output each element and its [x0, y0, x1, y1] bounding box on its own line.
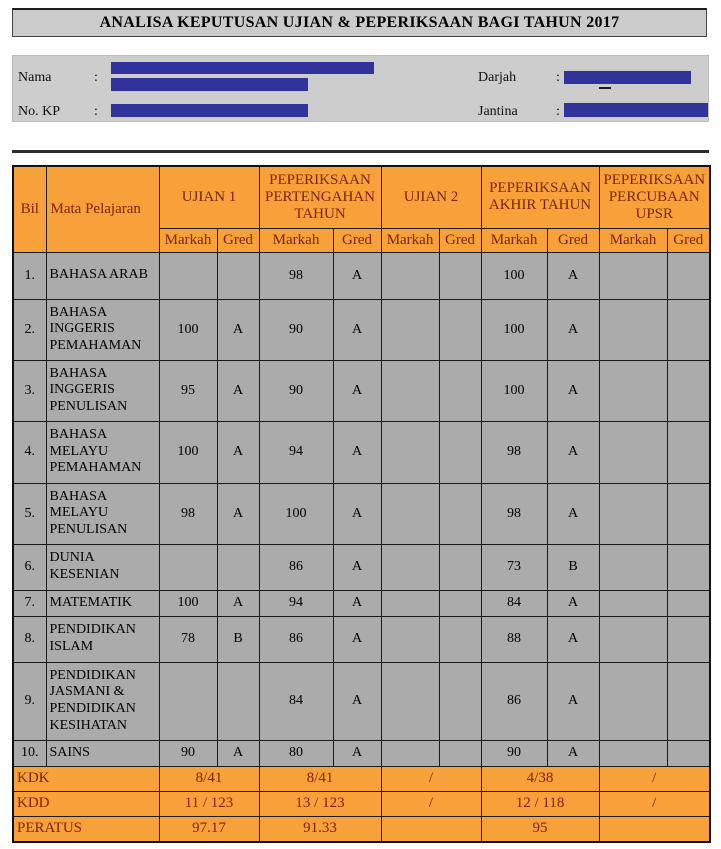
markah-cell: 95	[159, 360, 217, 421]
exam-group-header: PEPERIKSAAN AKHIR TAHUN	[481, 166, 599, 228]
markah-header: Markah	[381, 228, 439, 252]
markah-cell: 88	[481, 616, 547, 662]
gred-cell: A	[333, 590, 381, 616]
markah-cell	[599, 616, 667, 662]
gred-cell: A	[547, 616, 599, 662]
summary-value: /	[381, 766, 481, 791]
table-row	[13, 590, 710, 616]
table-row	[13, 483, 710, 544]
subject-cell: BAHASA INGGERIS PEMAHAMAN	[46, 299, 159, 360]
table-row	[13, 421, 710, 483]
jantina-label: Jantina	[478, 104, 518, 119]
table-row	[13, 616, 710, 662]
gred-cell	[667, 590, 710, 616]
nama-label: Nama	[18, 70, 52, 85]
summary-value: 11 / 123	[159, 791, 259, 816]
markah-cell: 90	[259, 360, 333, 421]
markah-cell: 86	[259, 616, 333, 662]
summary-value: 95	[481, 816, 599, 842]
markah-cell	[381, 616, 439, 662]
bil-cell: 2.	[13, 299, 46, 360]
subject-cell: BAHASA ARAB	[46, 252, 159, 299]
gred-cell	[667, 421, 710, 483]
gred-cell	[667, 616, 710, 662]
no-kp-label: No. KP	[18, 104, 61, 119]
markah-cell	[599, 544, 667, 590]
darjah-colon: :	[556, 70, 560, 85]
subject-cell: PENDIDIKAN JASMANI & PENDIDIKAN KESIHATAN	[46, 662, 159, 740]
markah-cell: 100	[481, 360, 547, 421]
markah-cell: 98	[481, 421, 547, 483]
subject-cell: MATEMATIK	[46, 590, 159, 616]
bil-cell: 7.	[13, 590, 46, 616]
subject-cell: PENDIDIKAN ISLAM	[46, 616, 159, 662]
markah-cell: 100	[159, 299, 217, 360]
summary-row	[13, 766, 710, 791]
table-row	[13, 740, 710, 766]
header-row-groups	[13, 166, 710, 228]
gred-cell	[667, 483, 710, 544]
gred-header: Gred	[547, 228, 599, 252]
bil-cell: 1.	[13, 252, 46, 299]
gred-cell: A	[333, 252, 381, 299]
results-table-head	[13, 166, 710, 252]
markah-cell	[381, 544, 439, 590]
gred-cell: A	[333, 421, 381, 483]
gred-cell	[439, 662, 481, 740]
gred-cell	[439, 421, 481, 483]
summary-value	[381, 816, 481, 842]
markah-cell: 100	[481, 252, 547, 299]
markah-cell	[159, 544, 217, 590]
markah-cell: 98	[159, 483, 217, 544]
exam-group-header: UJIAN 2	[381, 166, 481, 228]
bil-cell: 3.	[13, 360, 46, 421]
exam-group-header: PEPERIKSAAN PERCUBAAN UPSR	[599, 166, 710, 228]
markah-cell: 100	[481, 299, 547, 360]
markah-cell	[599, 483, 667, 544]
gred-cell	[667, 544, 710, 590]
section-divider	[12, 150, 709, 153]
markah-cell: 94	[259, 590, 333, 616]
gred-cell	[439, 616, 481, 662]
summary-value: 8/41	[259, 766, 381, 791]
markah-cell	[599, 421, 667, 483]
markah-cell	[599, 360, 667, 421]
summary-value: 97.17	[159, 816, 259, 842]
bil-cell: 8.	[13, 616, 46, 662]
markah-cell: 73	[481, 544, 547, 590]
gred-cell	[667, 662, 710, 740]
summary-value: /	[599, 766, 710, 791]
markah-cell	[599, 740, 667, 766]
summary-value: 91.33	[259, 816, 381, 842]
summary-label: PERATUS	[13, 816, 159, 842]
gred-cell: A	[217, 590, 259, 616]
gred-header: Gred	[217, 228, 259, 252]
gred-cell: A	[217, 483, 259, 544]
summary-row	[13, 816, 710, 842]
markah-cell	[381, 421, 439, 483]
markah-cell	[381, 483, 439, 544]
results-table	[12, 165, 711, 843]
gred-cell: A	[333, 662, 381, 740]
bil-cell: 10.	[13, 740, 46, 766]
gred-header: Gred	[333, 228, 381, 252]
student-info-panel	[12, 55, 709, 122]
markah-header: Markah	[599, 228, 667, 252]
markah-cell: 90	[159, 740, 217, 766]
subject-cell: BAHASA MELAYU PENULISAN	[46, 483, 159, 544]
gred-cell	[439, 483, 481, 544]
markah-header: Markah	[481, 228, 547, 252]
bil-cell: 5.	[13, 483, 46, 544]
summary-value: 12 / 118	[481, 791, 599, 816]
table-row	[13, 360, 710, 421]
no-kp-colon: :	[94, 104, 98, 119]
subject-column-header: Mata Pelajaran	[46, 166, 159, 252]
exam-group-header: PEPERIKSAAN PERTENGAHAN TAHUN	[259, 166, 381, 228]
table-row	[13, 299, 710, 360]
gred-cell	[217, 662, 259, 740]
markah-header: Markah	[259, 228, 333, 252]
bil-cell: 9.	[13, 662, 46, 740]
bil-cell: 6.	[13, 544, 46, 590]
table-row	[13, 252, 710, 299]
gred-cell	[439, 590, 481, 616]
gred-cell: A	[547, 483, 599, 544]
markah-cell: 94	[259, 421, 333, 483]
gred-cell: A	[217, 421, 259, 483]
gred-cell: A	[333, 360, 381, 421]
gred-cell	[667, 299, 710, 360]
markah-cell: 90	[259, 299, 333, 360]
markah-cell: 100	[259, 483, 333, 544]
markah-cell	[381, 299, 439, 360]
markah-cell: 100	[159, 590, 217, 616]
markah-cell	[159, 252, 217, 299]
gred-header: Gred	[667, 228, 710, 252]
summary-label: KDK	[13, 766, 159, 791]
gred-cell: A	[547, 299, 599, 360]
markah-cell	[381, 740, 439, 766]
gred-cell	[667, 252, 710, 299]
gred-cell: A	[547, 662, 599, 740]
markah-cell: 84	[481, 590, 547, 616]
summary-label: KDD	[13, 791, 159, 816]
gred-cell: B	[547, 544, 599, 590]
bil-cell: 4.	[13, 421, 46, 483]
gred-cell	[439, 360, 481, 421]
subject-cell: BAHASA MELAYU PEMAHAMAN	[46, 421, 159, 483]
markah-cell	[381, 252, 439, 299]
markah-cell: 86	[259, 544, 333, 590]
gred-cell	[439, 740, 481, 766]
markah-cell	[381, 590, 439, 616]
gred-cell: A	[217, 740, 259, 766]
markah-cell: 86	[481, 662, 547, 740]
summary-value: /	[381, 791, 481, 816]
markah-cell	[159, 662, 217, 740]
markah-cell: 78	[159, 616, 217, 662]
markah-header: Markah	[159, 228, 217, 252]
gred-cell: A	[547, 590, 599, 616]
markah-cell: 90	[481, 740, 547, 766]
gred-cell	[439, 544, 481, 590]
gred-header: Gred	[439, 228, 481, 252]
exam-group-header: UJIAN 1	[159, 166, 259, 228]
gred-cell	[217, 544, 259, 590]
table-row	[13, 662, 710, 740]
gred-cell: A	[217, 299, 259, 360]
table-row	[13, 544, 710, 590]
gred-cell	[439, 299, 481, 360]
darjah-underscore-mark	[599, 87, 611, 89]
gred-cell: A	[333, 483, 381, 544]
gred-cell	[217, 252, 259, 299]
gred-cell	[667, 740, 710, 766]
darjah-redaction	[564, 71, 691, 84]
summary-value: 8/41	[159, 766, 259, 791]
markah-cell	[599, 662, 667, 740]
markah-cell: 80	[259, 740, 333, 766]
report-title	[12, 8, 707, 37]
markah-cell	[599, 252, 667, 299]
gred-cell	[667, 360, 710, 421]
summary-row	[13, 791, 710, 816]
gred-cell: A	[333, 299, 381, 360]
no-kp-redaction	[111, 104, 308, 117]
results-table-body	[13, 252, 710, 842]
report-title-text: ANALISA KEPUTUSAN UJIAN & PEPERIKSAAN BAGI TAHUN 2017	[99, 14, 620, 31]
gred-cell: A	[333, 740, 381, 766]
gred-cell: B	[217, 616, 259, 662]
gred-cell: A	[547, 740, 599, 766]
markah-cell	[599, 299, 667, 360]
markah-cell	[381, 662, 439, 740]
markah-cell: 100	[159, 421, 217, 483]
markah-cell: 84	[259, 662, 333, 740]
subject-cell: DUNIA KESENIAN	[46, 544, 159, 590]
gred-cell: A	[547, 252, 599, 299]
markah-cell: 98	[259, 252, 333, 299]
gred-cell: A	[217, 360, 259, 421]
bil-column-header: Bil	[13, 166, 46, 252]
gred-cell: A	[333, 544, 381, 590]
nama-colon: :	[94, 70, 98, 85]
summary-value: 4/38	[481, 766, 599, 791]
markah-cell	[599, 590, 667, 616]
gred-cell: A	[333, 616, 381, 662]
subject-cell: SAINS	[46, 740, 159, 766]
markah-cell	[381, 360, 439, 421]
summary-value: /	[599, 791, 710, 816]
markah-cell: 98	[481, 483, 547, 544]
gred-cell: A	[547, 360, 599, 421]
nama-redaction-line2	[111, 78, 308, 91]
subject-cell: BAHASA INGGERIS PENULISAN	[46, 360, 159, 421]
gred-cell: A	[547, 421, 599, 483]
darjah-label: Darjah	[478, 70, 517, 85]
summary-value: 13 / 123	[259, 791, 381, 816]
summary-value	[599, 816, 710, 842]
jantina-colon: :	[556, 104, 560, 119]
jantina-redaction	[564, 103, 708, 117]
gred-cell	[439, 252, 481, 299]
nama-redaction-line1	[111, 62, 374, 74]
